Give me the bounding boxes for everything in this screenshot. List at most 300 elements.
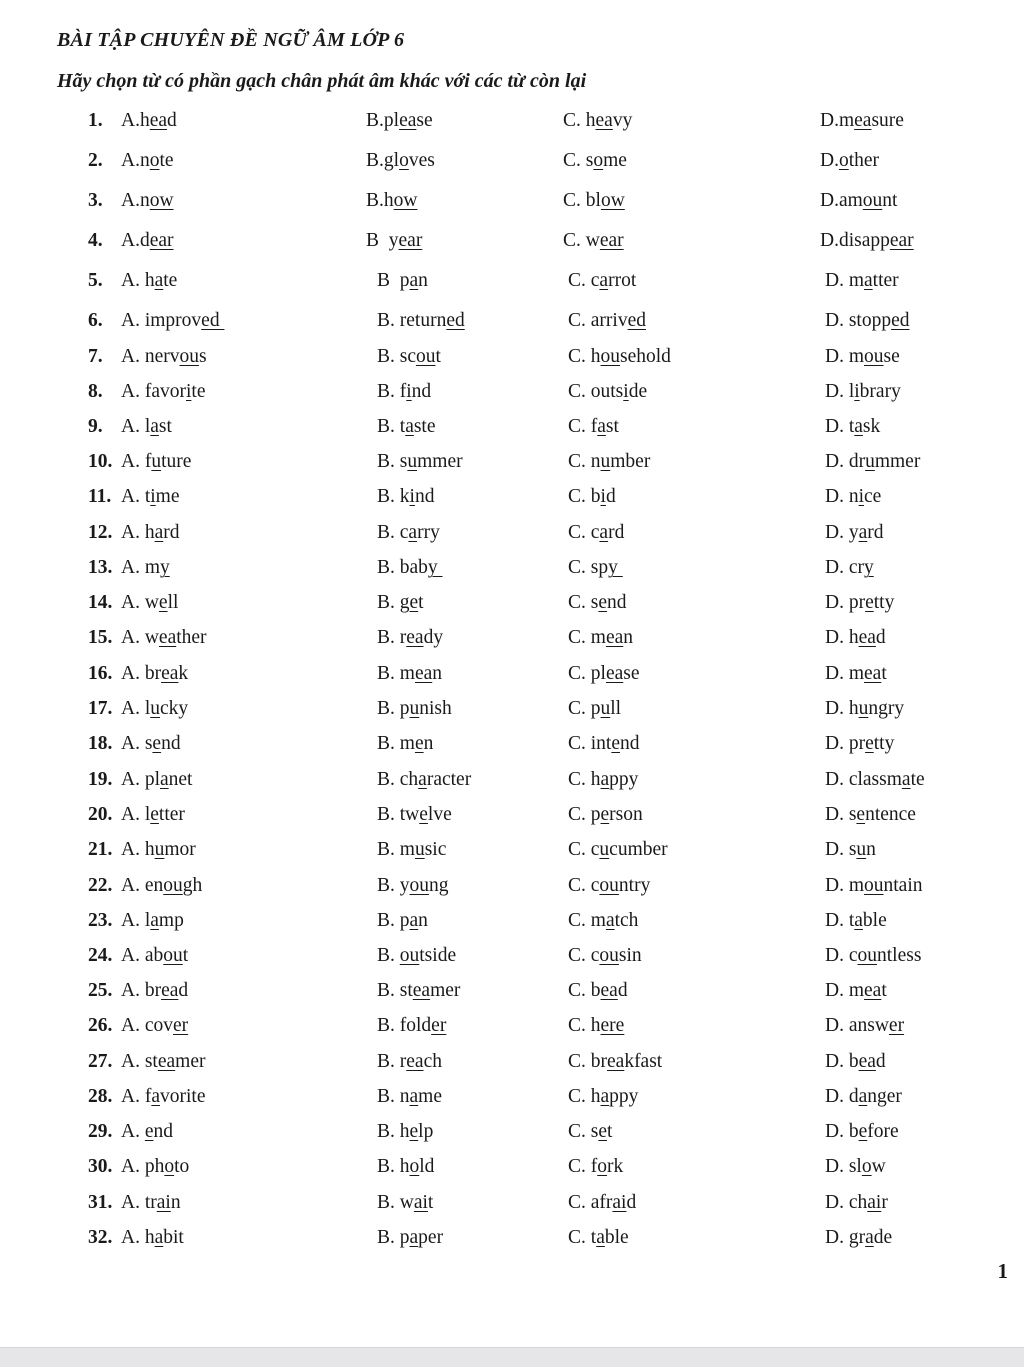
answer-option-d — [825, 976, 887, 1006]
underlined-part: e — [409, 592, 419, 613]
option-text: B. bab — [377, 557, 428, 578]
option-text-rest: tty — [873, 592, 895, 613]
option-text: D.am — [820, 190, 863, 211]
option-text-rest: te — [163, 270, 178, 291]
question-number: 2. — [88, 150, 103, 171]
underlined-part: y — [608, 557, 623, 578]
option-text: B.gl — [366, 150, 400, 171]
option-text-rest: vorite — [159, 1086, 206, 1107]
option-text: B. fold — [377, 1015, 432, 1036]
answer-option-b — [377, 765, 471, 795]
underlined-part: e — [414, 733, 424, 754]
underlined-part: u — [600, 451, 611, 472]
option-text: A. improv — [121, 310, 202, 331]
option-text: A. en — [121, 875, 164, 896]
question-row — [0, 729, 1024, 759]
underlined-part: ed — [627, 310, 646, 331]
option-text: B. r — [377, 1051, 407, 1072]
option-text: A. w — [121, 627, 159, 648]
option-text-rest: ll — [167, 592, 179, 613]
option-text-rest: n — [623, 627, 633, 648]
option-text: C. h — [568, 769, 601, 790]
answer-option-d — [825, 765, 925, 795]
option-text: D. m — [825, 346, 864, 367]
answer-option-b — [377, 588, 424, 618]
option-text: B. m — [377, 839, 415, 860]
underlined-part: ea — [412, 980, 431, 1001]
underlined-part: ea — [161, 663, 179, 684]
underlined-part: u — [856, 839, 867, 860]
question-number: 8. — [88, 381, 103, 402]
option-text-rest: gh — [182, 875, 203, 896]
answer-option-d — [825, 482, 881, 512]
option-text: B. tw — [377, 804, 420, 825]
option-text: B. c — [377, 522, 409, 543]
answer-option-a — [121, 553, 170, 583]
underlined-part: a — [154, 522, 164, 543]
underlined-part: ou — [399, 945, 420, 966]
answer-option-d — [825, 266, 899, 296]
option-text-rest: rrot — [608, 270, 637, 291]
answer-option-d — [825, 1011, 904, 1041]
option-text-rest: me — [603, 150, 627, 171]
option-text: D. t — [825, 910, 855, 931]
option-text-rest: rk — [607, 1156, 624, 1177]
option-text: C. s — [568, 592, 599, 613]
question-number: 5. — [88, 270, 103, 291]
answer-option-d — [825, 553, 874, 583]
answer-option-a — [121, 1152, 189, 1182]
answer-option-c — [568, 1047, 662, 1077]
option-text-rest: cky — [160, 698, 189, 719]
answer-option-c — [563, 106, 632, 136]
option-text: A. pl — [121, 769, 160, 790]
option-text: C. b — [568, 486, 601, 507]
option-text: C. p — [568, 698, 601, 719]
underlined-part: u — [858, 698, 869, 719]
option-text-rest: mmer — [874, 451, 921, 472]
answer-option-a — [121, 976, 188, 1006]
option-text-rest: d — [617, 980, 628, 1001]
answer-option-b — [377, 941, 456, 971]
answer-option-c — [568, 1188, 636, 1218]
option-text-rest: bit — [163, 1227, 184, 1248]
underlined-part: u — [414, 839, 425, 860]
option-text: D. m — [825, 663, 864, 684]
underlined-part: i — [185, 381, 192, 402]
question-row — [0, 800, 1024, 830]
answer-option-d — [825, 729, 894, 759]
option-text: C. arriv — [568, 310, 628, 331]
option-text: A. tr — [121, 1192, 157, 1213]
option-text-rest: vy — [612, 110, 633, 131]
option-text-rest: me — [155, 486, 180, 507]
answer-option-c — [568, 518, 624, 548]
option-text-rest: k — [178, 663, 189, 684]
answer-option-a — [121, 146, 174, 176]
option-text: C. m — [568, 910, 606, 931]
option-text-rest: ble — [604, 1227, 629, 1248]
option-text: A. l — [121, 698, 151, 719]
option-text-rest: tty — [873, 733, 895, 754]
option-text-rest: to — [174, 1156, 190, 1177]
option-text: A. ph — [121, 1156, 165, 1177]
option-text-rest: ppy — [609, 1086, 639, 1107]
option-text-rest: se — [883, 346, 900, 367]
option-text-rest: ther — [848, 150, 880, 171]
answer-option-d — [820, 106, 904, 136]
option-text-rest: ther — [176, 627, 207, 648]
option-text: D. cr — [825, 557, 864, 578]
option-text-rest: nd — [620, 733, 640, 754]
underlined-part: o — [409, 1156, 420, 1177]
option-text: D. d — [825, 1086, 859, 1107]
option-text: A. w — [121, 592, 159, 613]
underlined-part: a — [596, 1227, 605, 1248]
option-text: B. n — [377, 1086, 410, 1107]
option-text-rest: nd — [414, 486, 435, 507]
underlined-part: i — [858, 486, 865, 507]
option-text: B. r — [377, 627, 407, 648]
option-text-rest: ntry — [618, 875, 651, 896]
answer-option-a — [121, 1011, 188, 1041]
answer-option-d — [825, 694, 904, 724]
answer-option-d — [825, 835, 876, 865]
option-text-rest: d — [605, 486, 616, 507]
underlined-part: i — [854, 381, 860, 402]
option-text: C. h — [568, 1086, 601, 1107]
answer-option-a — [121, 377, 205, 407]
answer-option-a — [121, 226, 174, 256]
answer-option-c — [568, 623, 633, 653]
option-text: D. s — [825, 839, 857, 860]
option-text: C. c — [568, 270, 600, 291]
underlined-part: u — [409, 698, 420, 719]
question-row — [0, 553, 1024, 583]
answer-option-d — [825, 518, 884, 548]
answer-option-b — [366, 106, 433, 136]
option-text: B. s — [377, 451, 408, 472]
option-text: D. ch — [825, 1192, 868, 1213]
question-row — [0, 976, 1024, 1006]
option-text-rest: n — [170, 1192, 181, 1213]
answer-option-c — [568, 377, 647, 407]
question-row — [0, 588, 1024, 618]
option-text: C. f — [568, 416, 598, 437]
underlined-part: e — [152, 733, 162, 754]
option-text: A. t — [121, 486, 151, 507]
option-text-rest: n — [866, 839, 876, 860]
question-row — [0, 106, 1024, 136]
answer-option-b — [377, 623, 443, 653]
underlined-part: ou — [857, 945, 877, 966]
answer-option-d — [825, 800, 916, 830]
option-text: C. sp — [568, 557, 609, 578]
option-text: A.n — [121, 150, 150, 171]
answer-option-a — [121, 518, 180, 548]
underlined-part: i — [409, 486, 415, 507]
option-text: A. br — [121, 663, 162, 684]
answer-option-b — [377, 906, 428, 936]
answer-option-c — [568, 871, 650, 901]
question-number: 22. — [88, 875, 113, 896]
viewer-bottom-bar — [0, 1347, 1024, 1367]
answer-option-c — [568, 1223, 629, 1253]
option-text: C. s — [568, 1121, 599, 1142]
underlined-part: ea — [858, 627, 876, 648]
underlined-part: ou — [599, 875, 619, 896]
option-text-rest: n — [418, 270, 428, 291]
option-text-rest: d — [875, 627, 886, 648]
underlined-part: e — [611, 733, 620, 754]
option-text: D. c — [825, 945, 858, 966]
underlined-part: u — [865, 451, 875, 472]
question-number: 13. — [88, 557, 113, 578]
page-title: BÀI TẬP CHUYÊN ĐỀ NGỮ ÂM LỚP 6 — [57, 29, 405, 51]
underlined-part: o — [861, 1156, 872, 1177]
underlined-part: a — [599, 270, 609, 291]
question-number: 30. — [88, 1156, 113, 1177]
underlined-part: a — [409, 270, 419, 291]
option-text: A. f — [121, 1086, 152, 1107]
underlined-part: a — [600, 1086, 610, 1107]
option-text: B y — [366, 230, 399, 251]
option-text: C. c — [568, 522, 600, 543]
option-text-rest: ld — [419, 1156, 435, 1177]
answer-option-d — [825, 1047, 886, 1077]
underlined-part: y — [160, 557, 170, 578]
option-text: D. pr — [825, 733, 866, 754]
question-row — [0, 226, 1024, 256]
option-text: B. t — [377, 416, 406, 437]
underlined-part: ea — [158, 627, 177, 648]
option-text-rest: tch — [614, 910, 639, 931]
underlined-part: ea — [595, 110, 613, 131]
question-number: 20. — [88, 804, 113, 825]
option-text: D. n — [825, 486, 859, 507]
option-text-rest: nish — [419, 698, 452, 719]
answer-option-d — [825, 377, 901, 407]
option-text: B. sc — [377, 346, 416, 367]
answer-option-d — [820, 186, 897, 216]
option-text: D. pr — [825, 592, 866, 613]
answer-option-a — [121, 835, 196, 865]
option-text: D. sl — [825, 1156, 862, 1177]
underlined-part: a — [151, 1086, 160, 1107]
question-row — [0, 1082, 1024, 1112]
answer-option-a — [121, 800, 185, 830]
question-number: 14. — [88, 592, 113, 613]
underlined-part: a — [154, 270, 164, 291]
answer-option-b — [377, 835, 446, 865]
option-text-rest: st — [605, 416, 619, 437]
option-text: B. ch — [377, 769, 419, 790]
answer-option-b — [377, 518, 440, 548]
underlined-part: o — [149, 150, 160, 171]
underlined-part: ea — [607, 1051, 625, 1072]
option-text: C. pl — [568, 663, 606, 684]
answer-option-b — [366, 226, 422, 256]
option-text-rest: mmer — [417, 451, 463, 472]
answer-option-a — [121, 412, 172, 442]
option-text-rest: nd — [607, 592, 627, 613]
option-text: A. h — [121, 839, 155, 860]
question-row — [0, 447, 1024, 477]
option-text-rest: nd — [153, 1121, 173, 1142]
option-text: C. outs — [568, 381, 624, 402]
underlined-part: i — [150, 486, 156, 507]
question-row — [0, 518, 1024, 548]
option-text: B. p — [377, 698, 410, 719]
question-row — [0, 1152, 1024, 1182]
answer-option-c — [568, 1011, 624, 1041]
option-text-rest: nd — [411, 381, 432, 402]
option-text-rest: rd — [867, 522, 884, 543]
option-text: D.m — [820, 110, 855, 131]
answer-option-a — [121, 1223, 184, 1253]
option-text: D. y — [825, 522, 859, 543]
option-text-rest: ng — [429, 875, 449, 896]
answer-option-a — [121, 186, 174, 216]
option-text-rest: t — [182, 945, 189, 966]
option-text-rest: sic — [424, 839, 447, 860]
answer-option-c — [568, 941, 642, 971]
answer-option-b — [377, 1152, 434, 1182]
option-text-rest: brary — [859, 381, 901, 402]
underlined-part: u — [151, 451, 162, 472]
underlined-part: a — [901, 769, 911, 790]
underlined-part: e — [598, 592, 608, 613]
question-number: 16. — [88, 663, 113, 684]
option-text: C. n — [568, 451, 601, 472]
option-text: C. s — [563, 150, 594, 171]
answer-option-b — [377, 266, 428, 296]
underlined-part: a — [150, 910, 159, 931]
option-text-rest: ble — [862, 910, 887, 931]
underlined-part: ou — [409, 875, 430, 896]
answer-option-d — [825, 1188, 888, 1218]
option-text-rest: te — [191, 381, 206, 402]
option-text-rest: ntain — [883, 875, 923, 896]
question-number: 6. — [88, 310, 103, 331]
option-text-rest: tside — [419, 945, 457, 966]
underlined-part: a — [599, 522, 609, 543]
answer-option-a — [121, 906, 184, 936]
option-text: B. k — [377, 486, 410, 507]
underlined-part: a — [858, 1086, 868, 1107]
underlined-part: ed — [891, 310, 910, 331]
underlined-part: ea — [414, 663, 433, 684]
question-row — [0, 871, 1024, 901]
option-text-rest: lve — [427, 804, 452, 825]
option-text-rest: mp — [158, 910, 184, 931]
option-text: C. h — [568, 1015, 601, 1036]
question-row — [0, 1047, 1024, 1077]
option-text: C. c — [568, 945, 600, 966]
option-text: C. t — [568, 1227, 597, 1248]
underlined-part: e — [865, 733, 874, 754]
option-text: B. w — [377, 1192, 414, 1213]
answer-option-a — [121, 623, 207, 653]
underlined-part: a — [150, 416, 159, 437]
underlined-part: u — [154, 839, 165, 860]
option-text-rest: fore — [867, 1121, 899, 1142]
underlined-part: a — [160, 769, 169, 790]
underlined-part: ai — [867, 1192, 882, 1213]
question-row — [0, 623, 1024, 653]
option-text: B. h — [377, 1156, 410, 1177]
underlined-part: ea — [399, 110, 417, 131]
underlined-part: a — [600, 769, 610, 790]
answer-option-b — [377, 306, 465, 336]
underlined-part: e — [858, 1121, 868, 1142]
option-text-rest: ce — [864, 486, 882, 507]
underlined-part: a — [597, 416, 606, 437]
option-text: C. int — [568, 733, 612, 754]
option-text-rest: t — [427, 1192, 434, 1213]
answer-option-b — [377, 659, 442, 689]
option-text-rest: n — [418, 910, 428, 931]
answer-option-c — [568, 835, 668, 865]
option-text: D. answ — [825, 1015, 889, 1036]
answer-option-c — [568, 729, 640, 759]
option-text: A. l — [121, 804, 151, 825]
question-number: 32. — [88, 1227, 113, 1248]
underlined-part: ear — [599, 230, 624, 251]
answer-option-d — [825, 1152, 886, 1182]
option-text-rest: mer — [430, 980, 461, 1001]
underlined-part: ea — [149, 110, 168, 131]
option-text-rest: ll — [610, 698, 622, 719]
underlined-part: ow — [149, 190, 174, 211]
option-text: D. gr — [825, 1227, 866, 1248]
option-text-rest: lp — [418, 1121, 434, 1142]
underlined-part: ea — [864, 663, 882, 684]
answer-option-a — [121, 1047, 205, 1077]
option-text: A. h — [121, 522, 155, 543]
answer-option-a — [121, 1188, 181, 1218]
option-text: A. favor — [121, 381, 186, 402]
option-text: A. st — [121, 1051, 158, 1072]
option-text: D. — [820, 150, 839, 171]
underlined-part: ow — [393, 190, 418, 211]
underlined-part: a — [409, 1227, 419, 1248]
option-text: B. m — [377, 733, 415, 754]
option-text: C. bl — [563, 190, 601, 211]
underlined-part: ear — [889, 230, 914, 251]
option-text-rest: n — [432, 663, 442, 684]
option-text: D. m — [825, 980, 864, 1001]
underlined-part: e — [409, 1121, 419, 1142]
option-text-rest: se — [416, 110, 433, 131]
question-row — [0, 186, 1024, 216]
answer-option-c — [568, 800, 643, 830]
underlined-part: e — [419, 804, 428, 825]
answer-option-d — [825, 588, 894, 618]
underlined-part: e — [598, 1121, 608, 1142]
underlined-part: i — [406, 381, 412, 402]
question-number: 9. — [88, 416, 103, 437]
underlined-part: ear — [149, 230, 174, 251]
option-text-rest: t — [881, 980, 887, 1001]
underlined-part: ea — [854, 110, 872, 131]
option-text: B. g — [377, 592, 410, 613]
option-text: D. b — [825, 1051, 859, 1072]
option-text: C. f — [568, 1156, 598, 1177]
answer-option-b — [377, 1082, 442, 1112]
underlined-part: e — [158, 592, 168, 613]
underlined-part: ou — [163, 945, 183, 966]
